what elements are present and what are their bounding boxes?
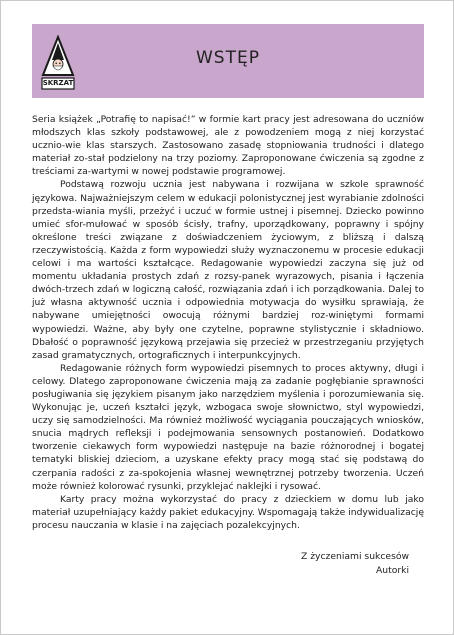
document-body xyxy=(32,113,424,532)
paragraph-language-skills: Podstawą rozwoju ucznia jest nabywana i rozwijana w szkole sprawność językowa. Najważniejszym celem w edukacji polonistycznej jest wyrabianie zdolności przedsta-wiania myśli, przeżyć i uczuć w formie ustnej i pisemnej. Dziecko powinno umieć sfor-mułować w sposób ścisły, trafny, uporządkowany, poprawny i spójny określone treści związane z doświadczeniem życiowym, z bliższą i dalszą rzeczywistością. Każda z form wypowiedzi służy wyznaczonemu w procesie edukacji celowi i ma wartości kształcące. Redagowanie wypowiedzi zaczyna się już od momentu układania prostych zdań z rozsy-panek wyrazowych, pisania i łączenia dwóch-trzech zdań w logiczną całość, rozwiązania zdań i ich porządkowania. Dalej to już własna aktywność ucznia i odpowiednia motywacja do wysiłku sprawiają, że nabywane umiejętności owocują różnymi bardziej roz-winiętymi formami wypowiedzi. Ważne, aby były one czytelne, poprawne stylistycznie i składniowo. Dbałość o poprawność językową przejawia się przecież w przestrzeganiu przyjętych zasad gramatycznych, ortograficznych i interpunkcyjnych. xyxy=(32,179,424,361)
skrzat-logo-text: SKRZAT xyxy=(42,79,74,87)
page-title: WSTĘP xyxy=(196,48,260,68)
page-header-banner xyxy=(32,24,424,98)
paragraph-intro: Seria książek „Potrafię to napisać!” w formie kart pracy jest adresowana do uczniów młodszych klas szkoły podstawowej, ale z powodzeniem mogą z niej korzystać ucznio-wie klas starszych. Zastosowano zasadę stopniowania trudności i dlatego materiał zo-stał podzielony na trzy poziomy. Zaproponowane ćwiczenia są zgodne z treściami za-wartymi w nowej podstawie programowej. xyxy=(32,114,424,178)
signoff-authors: Autorki xyxy=(376,565,409,576)
signoff xyxy=(301,550,409,578)
signoff-wishes: Z życzeniami sukcesów xyxy=(301,551,409,562)
paragraph-writing-forms: Redagowanie różnych form wypowiedzi pisemnych to proces aktywny, długi i celowy. Dlatego zaproponowane ćwiczenia mają za zadanie pogłębianie sprawności posługiwania się językiem pisanym jako narzędziem myślenia i porozumiewania się. Wykonując je, uczeń kształci język, wzbogaca swoje słownictwo, styl wypowiedzi, uczy się samodzielności. Ma również możliwość wyciągania pouczających wniosków, snucia mądrych refleksji i podejmowania sensownych postanowień. Dodatkowo tworzenie ciekawych form wypowiedzi następuje na bazie różnorodnej i bogatej tematyki bliskiej dzieciom, a uzyskane efekty pracy mogą stać się podstawą do czerpania radości z za-spokojenia własnej wewnętrznej potrzeby tworzenia. Uczeń może również kolorować rysunki, przyklejać naklejki i rysować. xyxy=(32,362,424,492)
paragraph-worksheets-usage: Karty pracy można wykorzystać do pracy z dzieckiem w domu lub jako materiał uzupełniający każdy pakiet edukacyjny. Wspomagają także indywidualizację procesu nauczania w klasie i na zajęciach pozalekcyjnych. xyxy=(32,493,424,531)
